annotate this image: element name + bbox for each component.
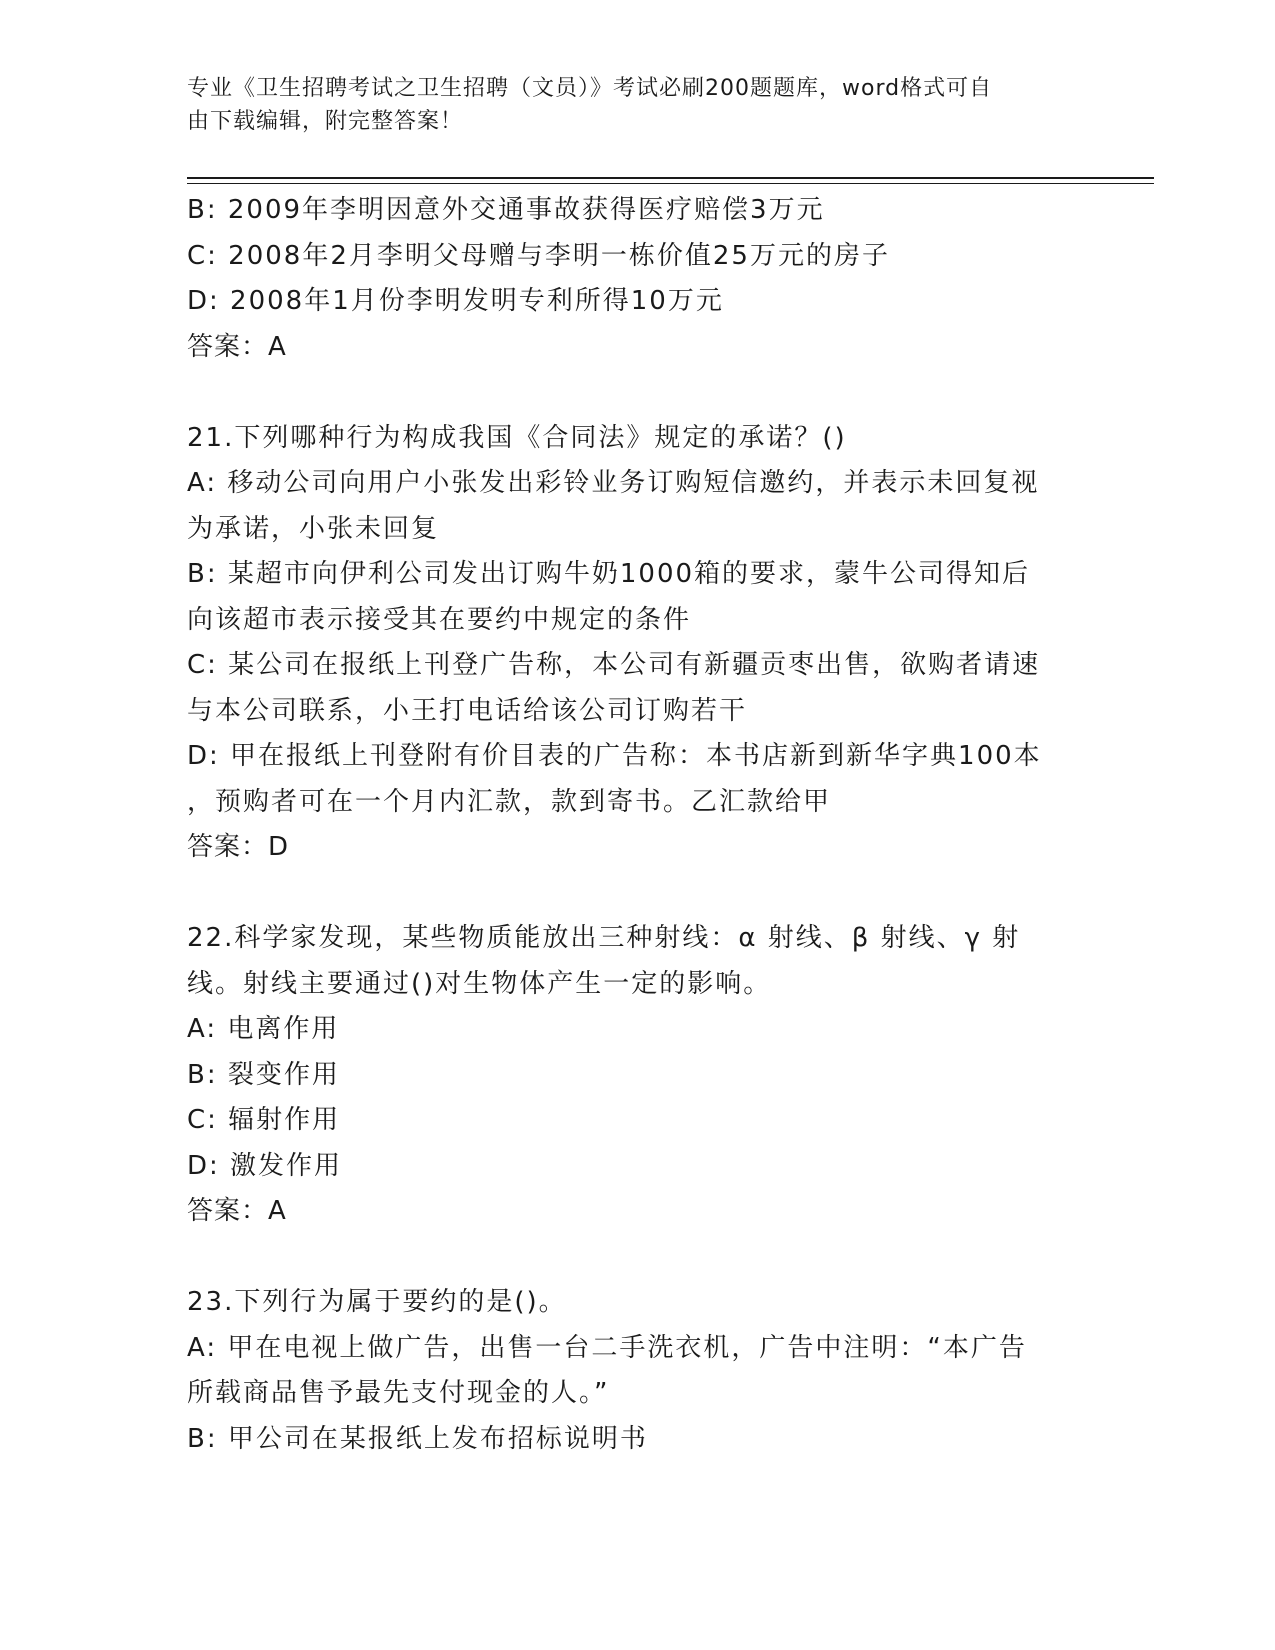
- q23-option-b: B: 甲公司在某报纸上发布招标说明书: [187, 1423, 648, 1454]
- q23-stem: 23.下列行为属于要约的是()。: [187, 1287, 567, 1317]
- q22-answer: 答案：A: [187, 1196, 287, 1226]
- q22-stem-line2: 线。射线主要通过()对生物体产生一定的影响。: [187, 968, 772, 999]
- spacer: [187, 871, 1077, 917]
- q21-option-b-line2: 向该超市表示接受其在要约中规定的条件: [187, 604, 692, 635]
- q21-option-a-line1: A: 移动公司向用户小张发出彩铃业务订购短信邀约，并表示未回复视: [187, 468, 1040, 498]
- q22-option-a: A: 电离作用: [187, 1014, 340, 1044]
- header-line-1: 专业《卫生招聘考试之卫生招聘（文员）》考试必刷200题题库，word格式可自: [187, 76, 993, 101]
- q22-stem-line1: 22.科学家发现，某些物质能放出三种射线：α 射线、β 射线、γ 射: [187, 923, 1021, 953]
- spacer: [187, 1235, 1077, 1281]
- q21-answer: 答案：D: [187, 832, 290, 862]
- prev-option-d: D: 2008年1月份李明发明专利所得10万元: [187, 286, 724, 316]
- q22-option-b: B: 裂变作用: [187, 1059, 340, 1090]
- q21-option-a-line2: 为承诺，小张未回复: [187, 513, 440, 544]
- q22-option-d: D: 激发作用: [187, 1150, 343, 1181]
- q21-option-d-line1: D: 甲在报纸上刊登附有价目表的广告称：本书店新到新华字典100本: [187, 741, 1042, 771]
- header-line-2: 由下载编辑，附完整答案！: [187, 109, 464, 134]
- spacer: [187, 370, 1077, 416]
- q23-option-a-line2: 所载商品售予最先支付现金的人。”: [187, 1378, 610, 1408]
- question-content: [187, 188, 1077, 1462]
- document-header: [187, 72, 1067, 138]
- prev-option-b: B: 2009年李明因意外交通事故获得医疗赔偿3万元: [187, 195, 825, 225]
- q21-stem: 21.下列哪种行为构成我国《合同法》规定的承诺？(): [187, 422, 847, 453]
- q23-option-a-line1: A: 甲在电视上做广告，出售一台二手洗衣机，广告中注明：“本广告: [187, 1332, 1027, 1363]
- header-divider-thin: [187, 183, 1154, 184]
- q21-option-b-line1: B: 某超市向伊利公司发出订购牛奶1000箱的要求，蒙牛公司得知后: [187, 559, 1031, 589]
- q21-option-c-line1: C: 某公司在报纸上刊登广告称，本公司有新疆贡枣出售，欲购者请速: [187, 650, 1041, 680]
- q21-option-c-line2: 与本公司联系，小王打电话给该公司订购若干: [187, 695, 748, 726]
- prev-option-c: C: 2008年2月李明父母赠与李明一栋价值25万元的房子: [187, 240, 890, 271]
- q21-option-d-line2: ，预购者可在一个月内汇款，款到寄书。乙汇款给甲: [187, 786, 832, 817]
- q22-option-c: C: 辐射作用: [187, 1105, 341, 1135]
- header-divider-thick: [187, 177, 1154, 179]
- prev-answer: 答案：A: [187, 331, 287, 362]
